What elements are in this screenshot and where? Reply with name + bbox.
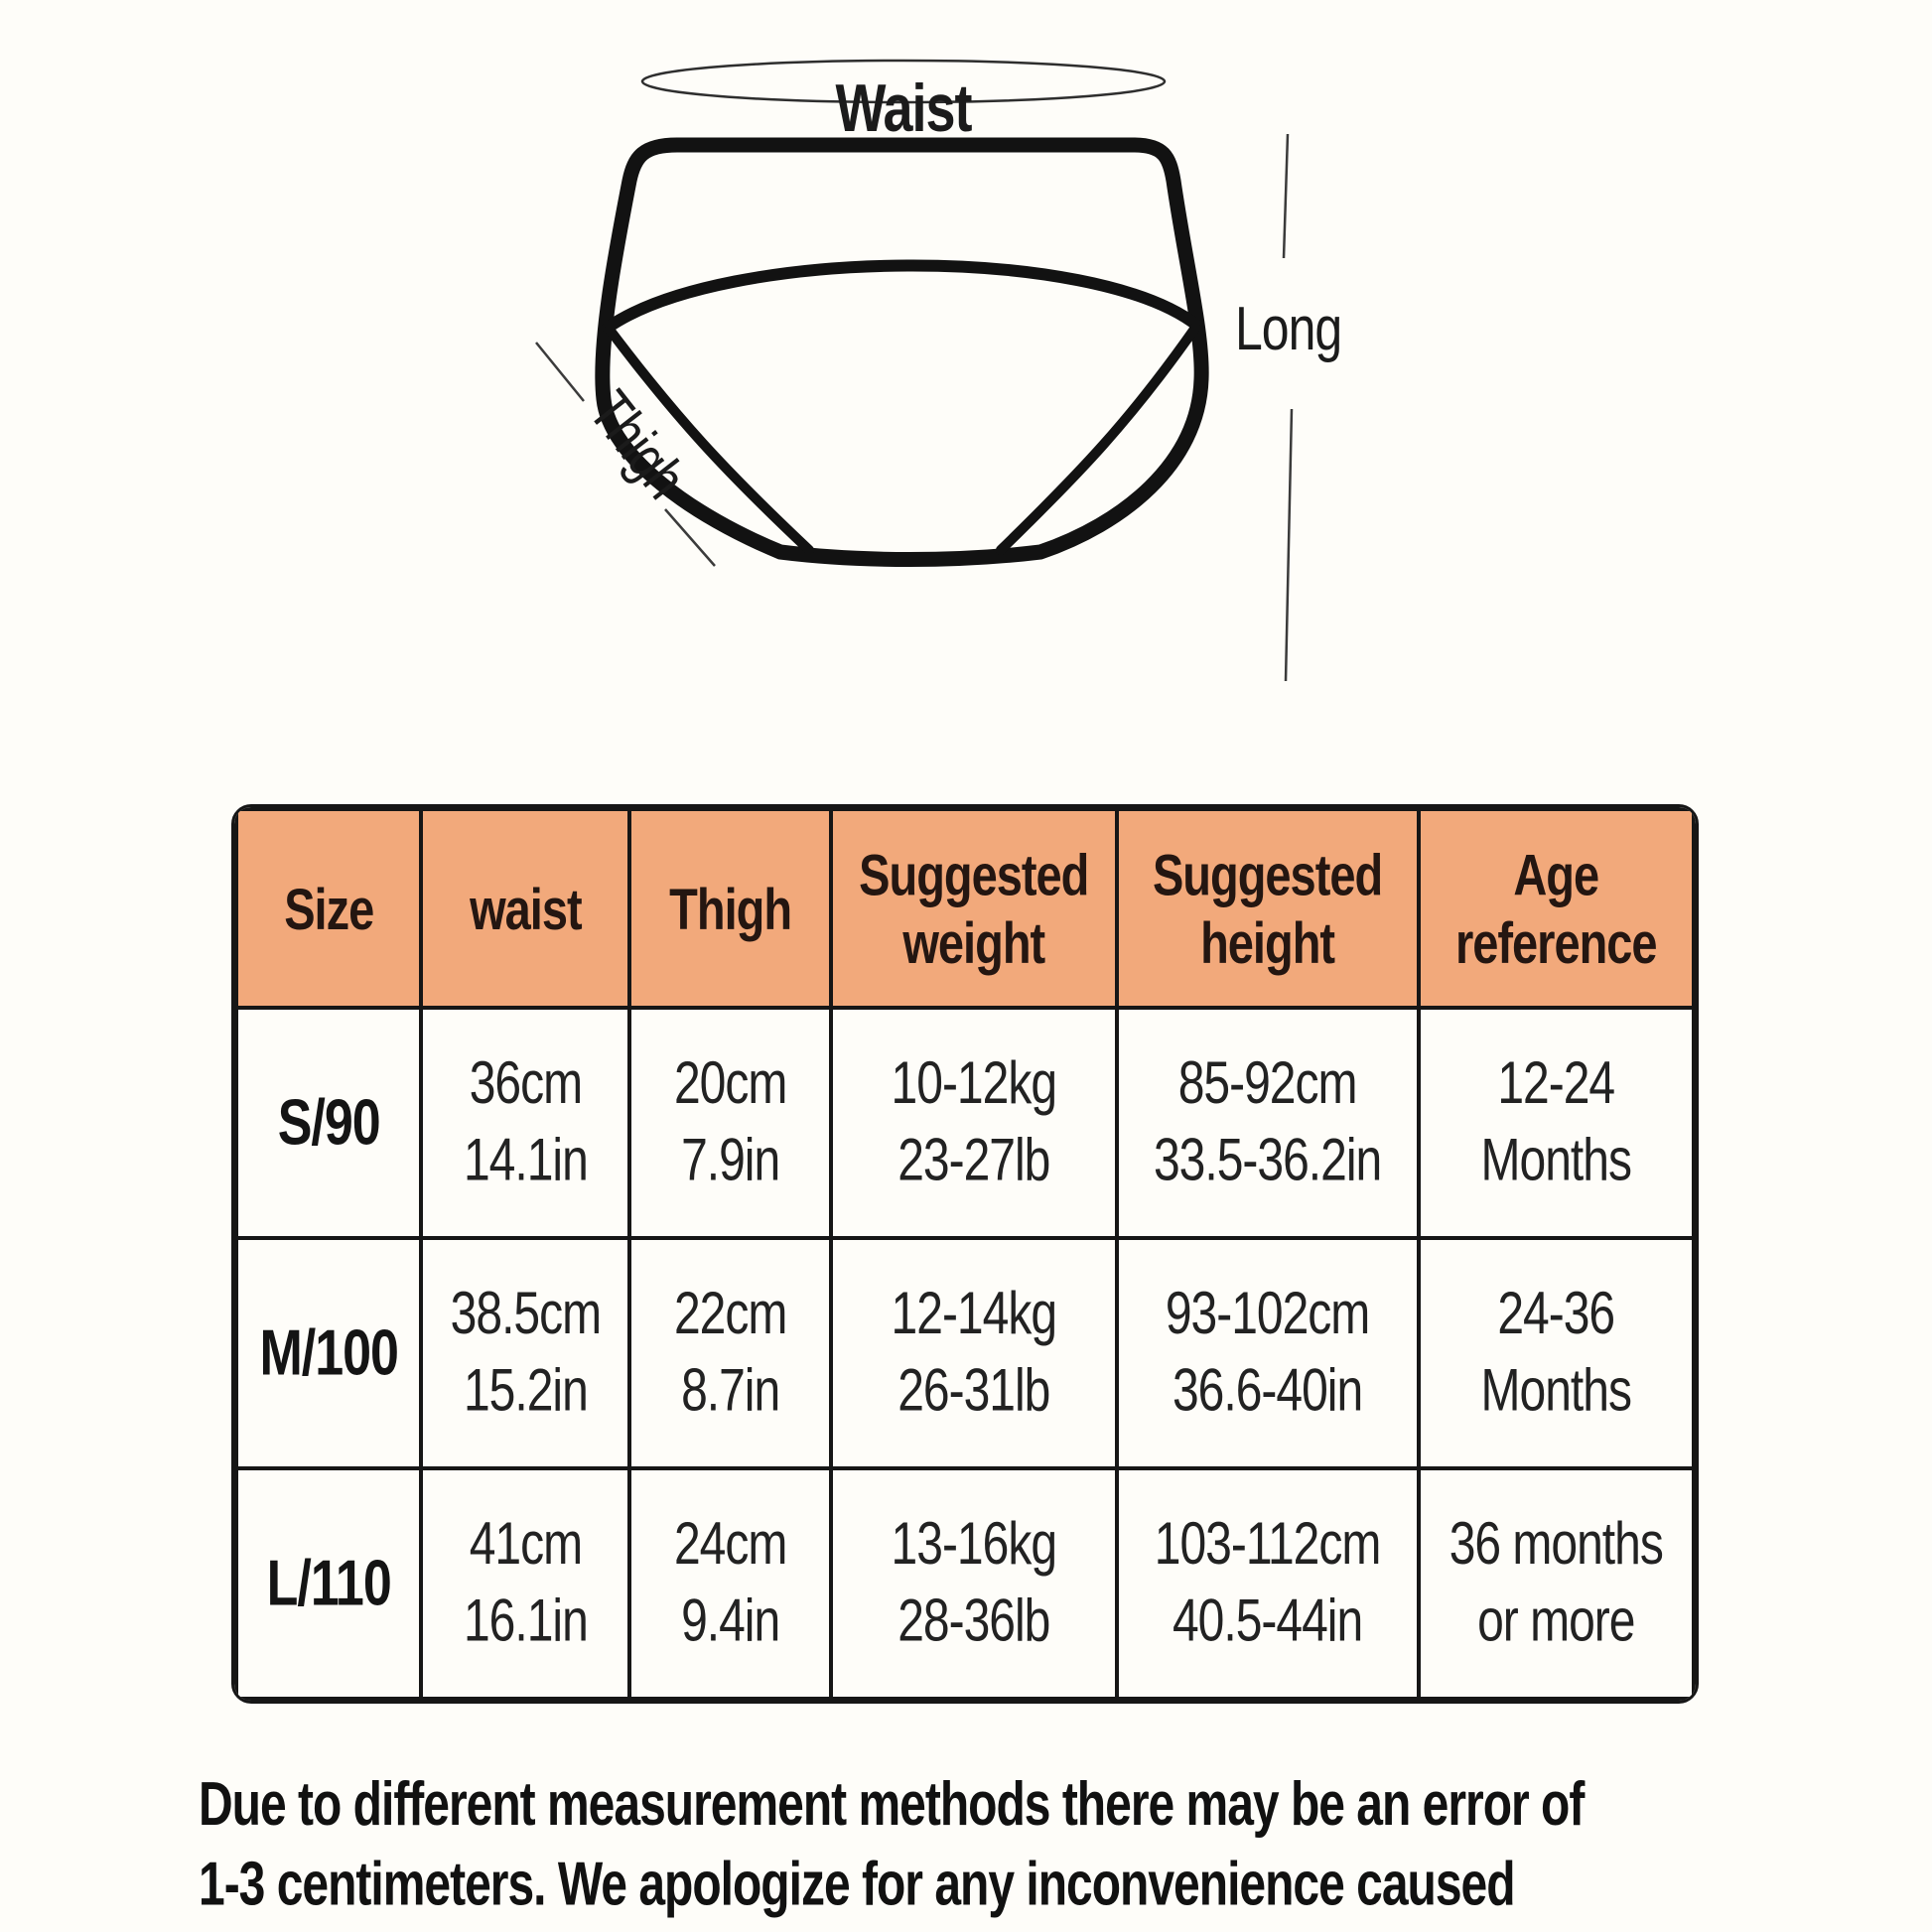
height-in: 36.6-40in xyxy=(1172,1358,1363,1425)
age-range: 12-24 xyxy=(1497,1050,1615,1117)
height-in: 40.5-44in xyxy=(1172,1588,1363,1655)
age-unit: Months xyxy=(1480,1128,1631,1194)
size-value: M/100 xyxy=(259,1316,398,1390)
col-header-weight-label: Suggested weight xyxy=(859,841,1089,976)
weight-lb: 28-36lb xyxy=(897,1588,1050,1655)
thigh-cm: 24cm xyxy=(673,1511,787,1578)
size-cell xyxy=(236,1008,421,1238)
pants-outline xyxy=(603,145,1201,560)
thigh-cell xyxy=(629,1238,831,1468)
col-header-size-label: Size xyxy=(284,875,374,942)
waist-in: 16.1in xyxy=(463,1588,588,1655)
disclaimer-line1: Due to different measurement methods there may be an error of xyxy=(199,1770,1585,1840)
col-header-waist-label: waist xyxy=(470,875,582,942)
height-cm: 103-112cm xyxy=(1154,1511,1381,1578)
measurement-disclaimer xyxy=(199,1765,1753,1925)
garment-measurement-diagram xyxy=(427,40,1420,715)
thigh-measure-line-upper xyxy=(536,343,584,401)
thigh-label: Thigh xyxy=(576,378,700,510)
height-cell xyxy=(1117,1468,1419,1699)
height-in: 33.5-36.2in xyxy=(1153,1128,1382,1194)
col-header-weight xyxy=(831,809,1117,1008)
size-table xyxy=(234,807,1696,1701)
size-cell xyxy=(236,1468,421,1699)
thigh-in: 7.9in xyxy=(681,1128,780,1194)
table-row-s90 xyxy=(236,1008,1694,1238)
waist-label: Waist xyxy=(835,70,972,146)
col-header-thigh-label: Thigh xyxy=(669,875,792,942)
age-cell xyxy=(1419,1468,1694,1699)
col-header-age xyxy=(1419,809,1694,1008)
size-value: S/90 xyxy=(277,1086,380,1160)
waist-cell xyxy=(421,1008,629,1238)
thigh-cm: 22cm xyxy=(673,1281,787,1347)
thigh-cell xyxy=(629,1008,831,1238)
col-header-age-label: Age reference xyxy=(1454,841,1657,976)
waist-in: 14.1in xyxy=(463,1128,588,1194)
height-cm: 93-102cm xyxy=(1165,1281,1370,1347)
long-measure-line-upper xyxy=(1284,134,1288,258)
weight-kg: 13-16kg xyxy=(891,1511,1057,1578)
size-table-frame xyxy=(231,804,1699,1704)
age-cell xyxy=(1419,1008,1694,1238)
weight-cell xyxy=(831,1468,1117,1699)
table-row-m100 xyxy=(236,1238,1694,1468)
right-leg-opening-line xyxy=(1001,328,1195,550)
col-header-waist xyxy=(421,809,629,1008)
col-header-thigh xyxy=(629,809,831,1008)
size-value: L/110 xyxy=(266,1547,391,1620)
thigh-cm: 20cm xyxy=(673,1050,787,1117)
training-pants-sketch xyxy=(427,40,1420,715)
height-cm: 85-92cm xyxy=(1177,1050,1357,1117)
waist-cell xyxy=(421,1238,629,1468)
long-measure-line-lower xyxy=(1286,409,1292,681)
weight-lb: 26-31lb xyxy=(897,1358,1050,1425)
header-row xyxy=(236,809,1694,1008)
height-cell xyxy=(1117,1238,1419,1468)
thigh-in: 9.4in xyxy=(681,1588,780,1655)
age-unit: or more xyxy=(1477,1588,1635,1655)
thigh-cell xyxy=(629,1468,831,1699)
weight-cell xyxy=(831,1008,1117,1238)
col-header-height xyxy=(1117,809,1419,1008)
age-cell xyxy=(1419,1238,1694,1468)
age-unit: Months xyxy=(1480,1358,1631,1425)
table-row-l110 xyxy=(236,1468,1694,1699)
size-cell xyxy=(236,1238,421,1468)
height-cell xyxy=(1117,1008,1419,1238)
waist-cm: 38.5cm xyxy=(450,1281,602,1347)
thigh-in: 8.7in xyxy=(681,1358,780,1425)
waist-cm: 41cm xyxy=(469,1511,583,1578)
col-header-size xyxy=(236,809,421,1008)
waist-cell xyxy=(421,1468,629,1699)
weight-cell xyxy=(831,1238,1117,1468)
weight-kg: 12-14kg xyxy=(891,1281,1057,1347)
col-header-height-label: Suggested height xyxy=(1152,841,1383,976)
long-label: Long xyxy=(1235,293,1342,363)
waist-in: 15.2in xyxy=(463,1358,588,1425)
age-range: 24-36 xyxy=(1497,1281,1615,1347)
waist-cm: 36cm xyxy=(469,1050,583,1117)
age-range: 36 months xyxy=(1449,1511,1663,1578)
crotch-arch-line xyxy=(608,265,1197,328)
disclaimer-line2: 1-3 centimeters. We apologize for any inconvenience caused xyxy=(199,1850,1515,1919)
weight-lb: 23-27lb xyxy=(897,1128,1050,1194)
weight-kg: 10-12kg xyxy=(891,1050,1057,1117)
